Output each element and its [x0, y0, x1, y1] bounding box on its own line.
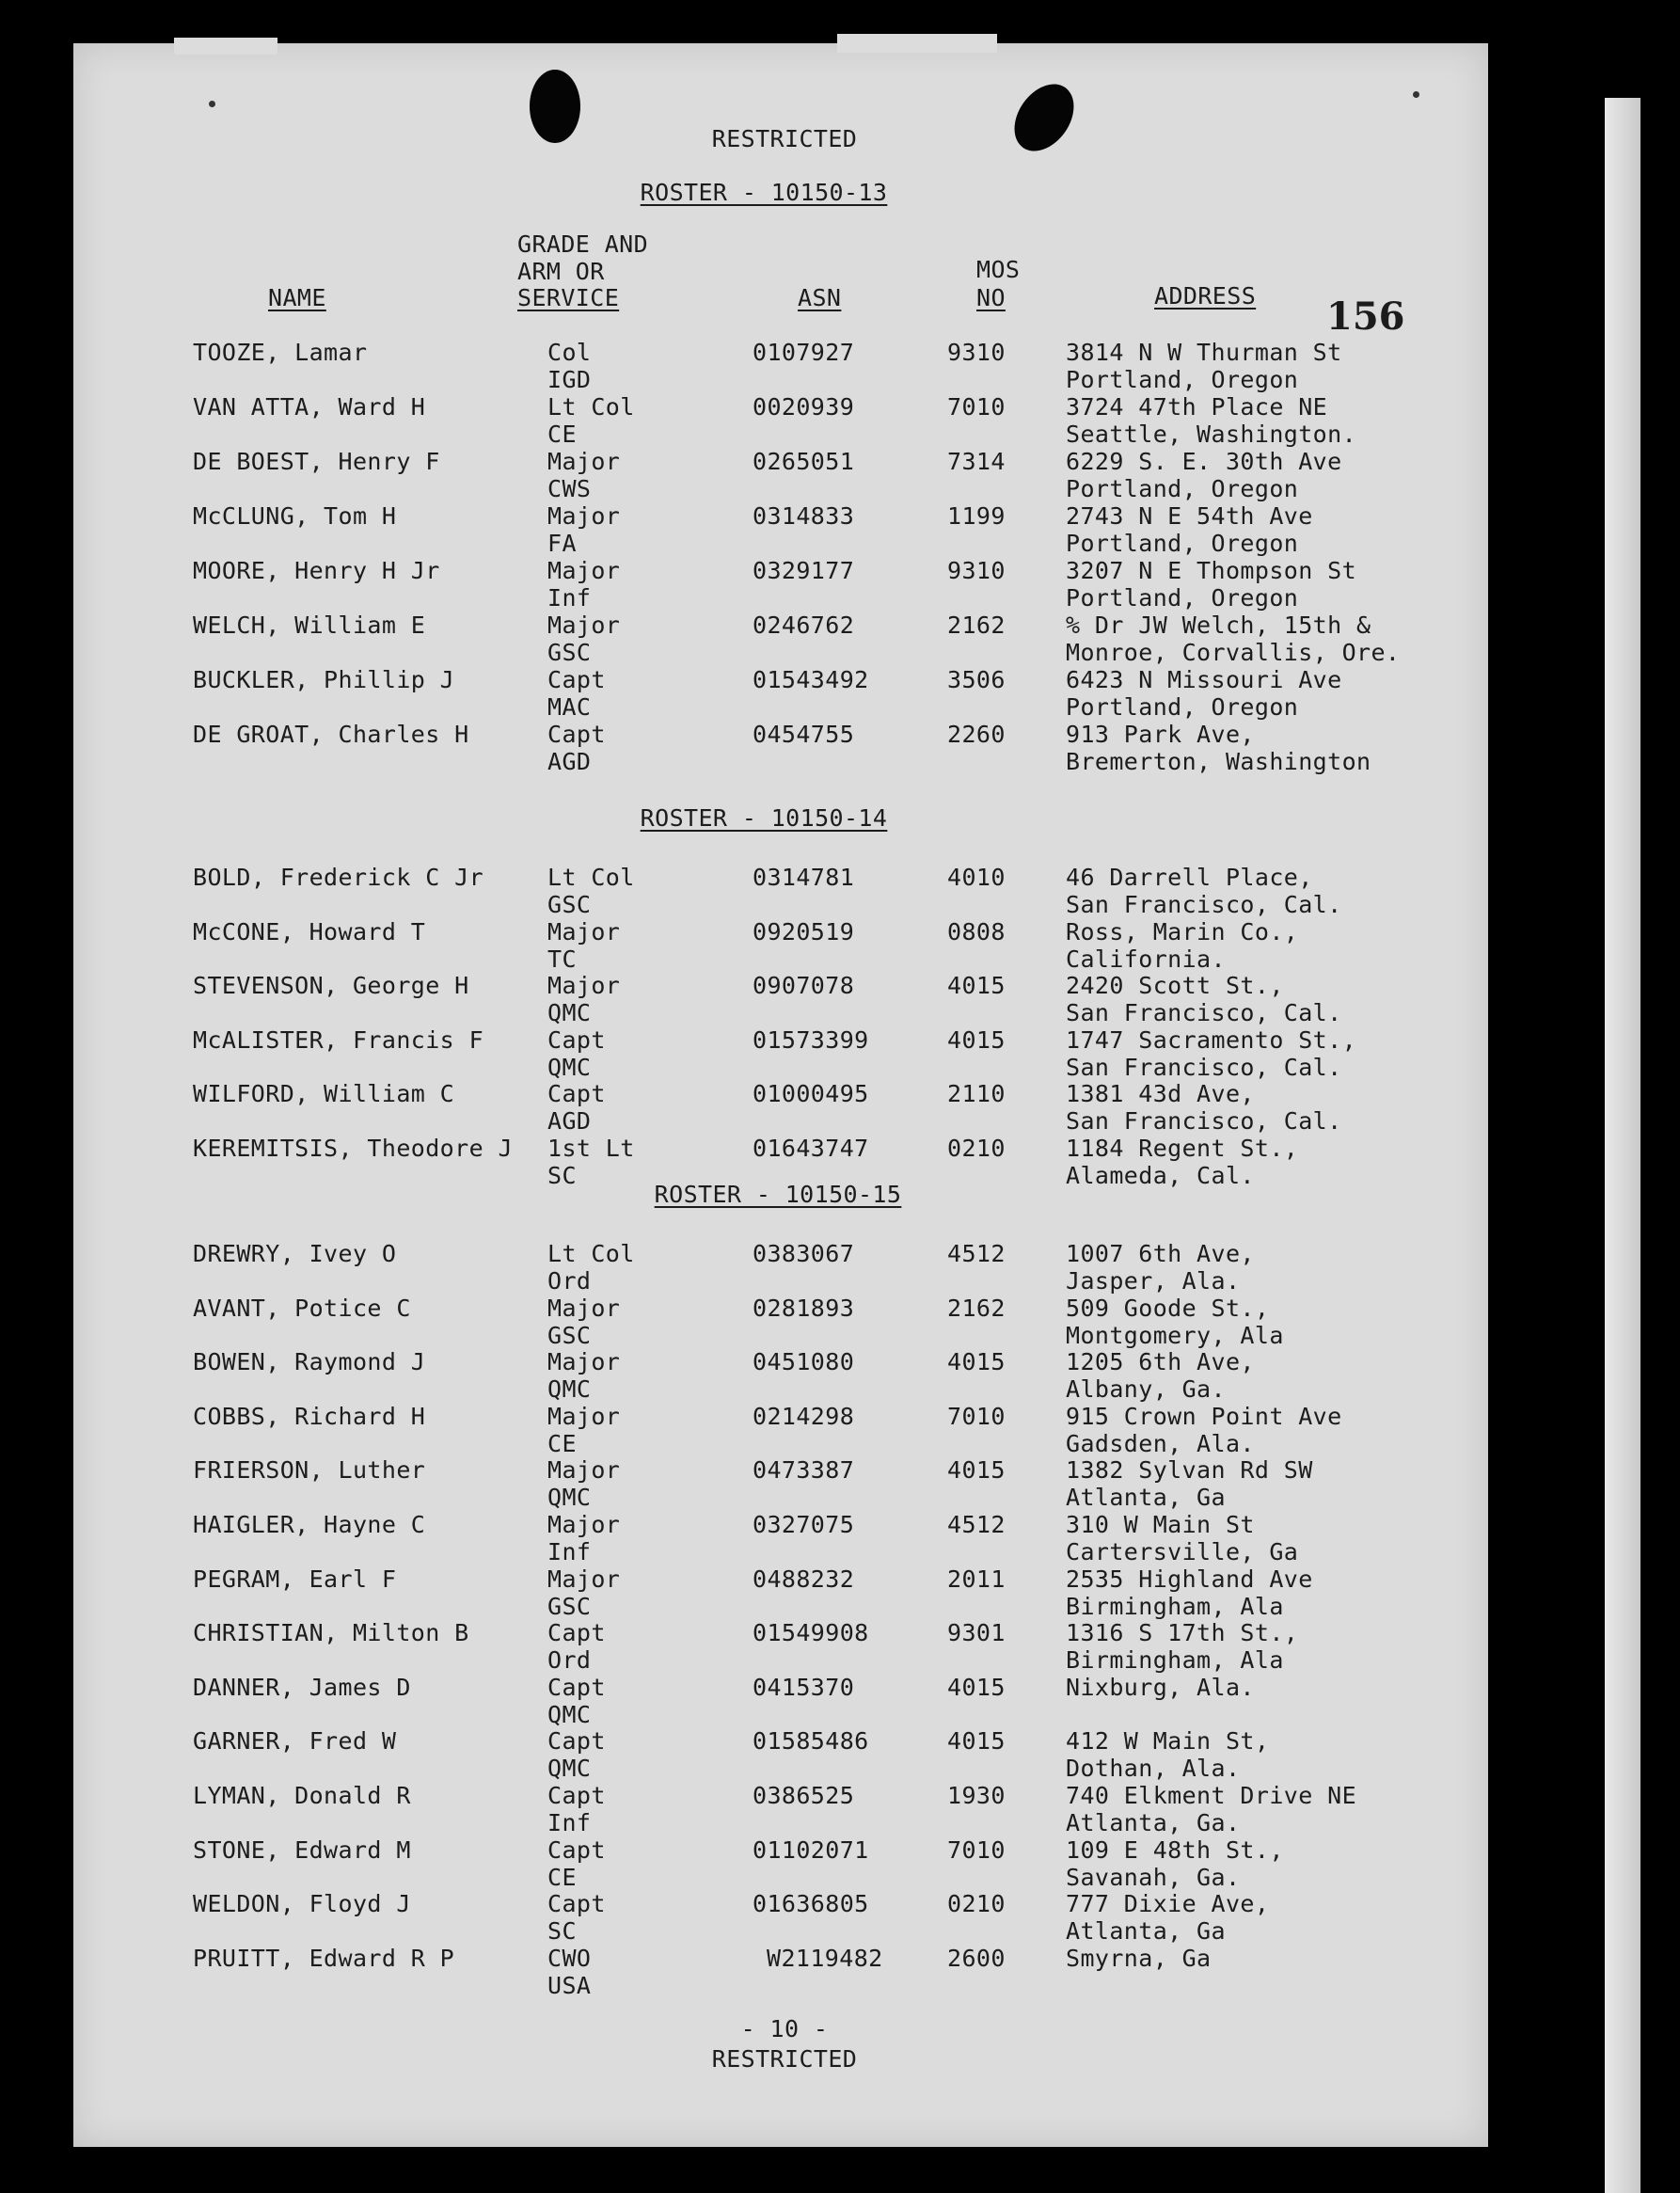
- roster-grade: Major: [547, 972, 621, 1000]
- roster-name: McCLUNG, Tom H: [193, 502, 397, 530]
- roster-asn: 01573399: [753, 1025, 869, 1054]
- roster-arm: QMC: [547, 1053, 592, 1081]
- roster-name: VAN ATTA, Ward H: [193, 393, 426, 421]
- roster-address-line1: Nixburg, Ala.: [1066, 1673, 1255, 1701]
- roster-address-line2: San Francisco, Cal.: [1066, 891, 1342, 918]
- roster-name: CHRISTIAN, Milton B: [193, 1619, 469, 1647]
- roster-address-line1: 509 Goode St.,: [1066, 1294, 1270, 1322]
- roster-arm: FA: [547, 530, 577, 557]
- roster-arm: QMC: [547, 1755, 592, 1783]
- roster-arm: CE: [547, 421, 577, 448]
- roster-grade: Capt: [547, 1025, 606, 1054]
- roster-address-line1: 6423 N Missouri Ave: [1066, 666, 1342, 693]
- roster-address-line1: 740 Elkment Drive NE: [1066, 1782, 1357, 1809]
- roster-name: BOLD, Frederick C Jr: [193, 864, 484, 891]
- roster-mos: 9301: [947, 1619, 1006, 1647]
- roster-asn: 0246762: [753, 612, 855, 639]
- binder-hole: [530, 70, 580, 143]
- roster-address-line1: 6229 S. E. 30th Ave: [1066, 448, 1342, 475]
- roster-name: HAIGLER, Hayne C: [193, 1511, 426, 1538]
- roster-address-line1: 1184 Regent St.,: [1066, 1135, 1299, 1162]
- roster-grade: Capt: [547, 1619, 606, 1647]
- roster-address-line1: 913 Park Ave,: [1066, 721, 1255, 748]
- paper-edge: [837, 34, 997, 53]
- roster-grade: Major: [547, 1294, 621, 1322]
- roster-address-line1: Ross, Marin Co.,: [1066, 917, 1299, 946]
- roster-name: STEVENSON, George H: [193, 972, 469, 1000]
- roster-arm: MAC: [547, 693, 592, 721]
- roster-asn: 0327075: [753, 1511, 855, 1538]
- roster-address-line1: 3207 N E Thompson St: [1066, 557, 1357, 584]
- roster-asn: 0473387: [753, 1456, 855, 1485]
- roster-address-line1: 3724 47th Place NE: [1066, 393, 1328, 421]
- roster-asn: 01636805: [753, 1890, 869, 1918]
- header-name: NAME: [268, 284, 326, 311]
- roster-address-line1: 310 W Main St: [1066, 1511, 1255, 1538]
- roster-mos: 2011: [947, 1565, 1006, 1593]
- roster-grade: Major: [547, 1348, 621, 1376]
- roster-mos: 4015: [947, 1673, 1006, 1701]
- roster-mos: 2110: [947, 1080, 1006, 1108]
- roster-arm: Inf: [547, 584, 592, 612]
- header-mos-line1: MOS: [976, 256, 1021, 283]
- roster-asn: 0329177: [753, 557, 855, 584]
- roster-name: PEGRAM, Earl F: [193, 1565, 397, 1593]
- roster-arm: CWS: [547, 475, 592, 502]
- roster-asn: 01102071: [753, 1835, 869, 1864]
- roster-name: McCONE, Howard T: [193, 917, 426, 946]
- roster-mos: 4015: [947, 1456, 1006, 1485]
- roster-mos: 4010: [947, 864, 1006, 891]
- roster-address-line1: 3814 N W Thurman St: [1066, 339, 1342, 366]
- roster-mos: 2162: [947, 612, 1006, 639]
- header-grade-line1: GRADE AND: [517, 230, 649, 258]
- roster-name: MOORE, Henry H Jr: [193, 557, 440, 584]
- footer-page-number: - 10 -: [740, 2015, 829, 2042]
- roster-address-line1: 2420 Scott St.,: [1066, 972, 1284, 1000]
- page-number-stamp: 156: [1326, 294, 1405, 339]
- roster-mos: 0808: [947, 917, 1006, 946]
- roster-asn: 0314833: [753, 502, 855, 530]
- roster-address-line2: Gadsden, Ala.: [1066, 1429, 1255, 1457]
- roster-asn: W2119482: [767, 1944, 883, 1972]
- footer-restricted: RESTRICTED: [711, 2045, 858, 2073]
- roster-mos: 7314: [947, 448, 1006, 475]
- roster-mos: 2162: [947, 1294, 1006, 1322]
- roster-grade: Capt: [547, 1727, 606, 1756]
- roster-section-title: ROSTER - 10150-14: [640, 804, 888, 832]
- roster-grade: Col: [547, 339, 592, 366]
- roster-arm: TC: [547, 945, 577, 973]
- roster-address-line2: San Francisco, Cal.: [1066, 1053, 1342, 1081]
- roster-name: DREWRY, Ivey O: [193, 1240, 397, 1267]
- roster-asn: 01643747: [753, 1135, 869, 1162]
- roster-address-line2: Bremerton, Washington: [1066, 748, 1371, 775]
- roster-grade: CWO: [547, 1944, 592, 1972]
- roster-address-line2: Cartersville, Ga: [1066, 1538, 1299, 1565]
- roster-arm: Inf: [547, 1809, 592, 1836]
- roster-mos: 1199: [947, 502, 1006, 530]
- roster-grade: Major: [547, 612, 621, 639]
- roster-grade: Capt: [547, 1782, 606, 1809]
- roster-name: STONE, Edward M: [193, 1835, 411, 1864]
- roster-grade: Capt: [547, 1673, 606, 1701]
- roster-arm: AGD: [547, 748, 592, 775]
- roster-asn: 0214298: [753, 1402, 855, 1430]
- roster-grade: Major: [547, 1565, 621, 1593]
- roster-asn: 0920519: [753, 917, 855, 946]
- roster-address-line2: Montgomery, Ala: [1066, 1321, 1284, 1349]
- roster-asn: 0451080: [753, 1348, 855, 1376]
- roster-asn: 0020939: [753, 393, 855, 421]
- roster-grade: Lt Col: [547, 1240, 635, 1267]
- roster-asn: 0454755: [753, 721, 855, 748]
- roster-address-line1: 412 W Main St,: [1066, 1727, 1270, 1756]
- roster-mos: 0210: [947, 1890, 1006, 1918]
- roster-address-line2: Albany, Ga.: [1066, 1375, 1226, 1404]
- roster-address-line2: Atlanta, Ga.: [1066, 1809, 1241, 1836]
- roster-name: GARNER, Fred W: [193, 1727, 397, 1756]
- roster-mos: 7010: [947, 1402, 1006, 1430]
- roster-mos: 7010: [947, 393, 1006, 421]
- roster-mos: 2260: [947, 721, 1006, 748]
- roster-name: McALISTER, Francis F: [193, 1025, 484, 1054]
- roster-asn: 0265051: [753, 448, 855, 475]
- roster-grade: Capt: [547, 721, 606, 748]
- roster-address-line1: 915 Crown Point Ave: [1066, 1402, 1342, 1430]
- roster-arm: CE: [547, 1429, 577, 1457]
- roster-arm: Ord: [547, 1267, 592, 1295]
- roster-asn: 0386525: [753, 1782, 855, 1809]
- roster-grade: Major: [547, 502, 621, 530]
- roster-address-line1: 2743 N E 54th Ave: [1066, 502, 1313, 530]
- roster-address-line2: Portland, Oregon: [1066, 584, 1299, 612]
- roster-asn: 0488232: [753, 1565, 855, 1593]
- roster-arm: GSC: [547, 891, 592, 918]
- roster-arm: SC: [547, 1162, 577, 1189]
- header-mos-line2: NO: [976, 284, 1006, 311]
- roster-grade: Capt: [547, 1080, 606, 1108]
- roster-name: DE BOEST, Henry F: [193, 448, 440, 475]
- roster-address-line2: Atlanta, Ga: [1066, 1917, 1226, 1946]
- roster-address-line2: California.: [1066, 945, 1226, 973]
- roster-arm: Inf: [547, 1538, 592, 1565]
- roster-grade: Major: [547, 1402, 621, 1430]
- speck: [1413, 91, 1419, 98]
- speck: [209, 101, 215, 107]
- roster-address-line2: Seattle, Washington.: [1066, 421, 1357, 448]
- roster-name: LYMAN, Donald R: [193, 1782, 411, 1809]
- roster-grade: 1st Lt: [547, 1135, 635, 1162]
- roster-address-line1: 46 Darrell Place,: [1066, 864, 1313, 891]
- roster-address-line1: 1382 Sylvan Rd SW: [1066, 1456, 1313, 1485]
- roster-address-line2: Portland, Oregon: [1066, 693, 1299, 721]
- paper-edge: [174, 38, 277, 55]
- roster-asn: 01000495: [753, 1080, 869, 1108]
- roster-mos: 1930: [947, 1782, 1006, 1809]
- roster-grade: Capt: [547, 1890, 606, 1918]
- roster-name: WELDON, Floyd J: [193, 1890, 411, 1918]
- roster-arm: QMC: [547, 1484, 592, 1512]
- roster-address-line1: % Dr JW Welch, 15th &: [1066, 612, 1371, 639]
- roster-mos: 4015: [947, 972, 1006, 1000]
- roster-name: KEREMITSIS, Theodore J: [193, 1135, 513, 1162]
- roster-mos: 4015: [947, 1727, 1006, 1756]
- roster-asn: 01549908: [753, 1619, 869, 1647]
- header-grade-line2: ARM OR: [517, 258, 605, 285]
- roster-name: DANNER, James D: [193, 1673, 411, 1701]
- header-grade-line3: SERVICE: [517, 284, 620, 311]
- roster-name: WILFORD, William C: [193, 1080, 455, 1108]
- roster-address-line2: Alameda, Cal.: [1066, 1162, 1255, 1189]
- roster-mos: 0210: [947, 1135, 1006, 1162]
- header-restricted: RESTRICTED: [711, 125, 858, 152]
- roster-address-line2: Birmingham, Ala: [1066, 1646, 1284, 1675]
- roster-arm: Ord: [547, 1646, 592, 1675]
- roster-address-line1: 1747 Sacramento St.,: [1066, 1025, 1357, 1054]
- header-address: ADDRESS: [1154, 282, 1257, 310]
- roster-name: WELCH, William E: [193, 612, 426, 639]
- roster-address-line2: San Francisco, Cal.: [1066, 999, 1342, 1027]
- roster-grade: Major: [547, 1456, 621, 1485]
- roster-mos: 4015: [947, 1025, 1006, 1054]
- roster-address-line2: Birmingham, Ala: [1066, 1592, 1284, 1620]
- roster-address-line1: Smyrna, Ga: [1066, 1944, 1212, 1972]
- roster-name: FRIERSON, Luther: [193, 1456, 426, 1485]
- roster-asn: 0415370: [753, 1673, 855, 1701]
- roster-name: PRUITT, Edward R P: [193, 1944, 455, 1972]
- roster-arm: QMC: [547, 1700, 592, 1728]
- roster-address-line1: 2535 Highland Ave: [1066, 1565, 1313, 1593]
- roster-grade: Major: [547, 1511, 621, 1538]
- roster-mos: 9310: [947, 557, 1006, 584]
- roster-section-title: ROSTER - 10150-13: [640, 179, 888, 206]
- roster-name: DE GROAT, Charles H: [193, 721, 469, 748]
- roster-name: BUCKLER, Phillip J: [193, 666, 455, 693]
- roster-asn: 0281893: [753, 1294, 855, 1322]
- roster-address-line1: 1007 6th Ave,: [1066, 1240, 1255, 1267]
- roster-address-line1: 1381 43d Ave,: [1066, 1080, 1255, 1108]
- roster-address-line1: 109 E 48th St.,: [1066, 1835, 1284, 1864]
- roster-mos: 3506: [947, 666, 1006, 693]
- roster-arm: CE: [547, 1863, 577, 1891]
- roster-mos: 4512: [947, 1511, 1006, 1538]
- roster-arm: IGD: [547, 366, 592, 393]
- roster-address-line2: San Francisco, Cal.: [1066, 1107, 1342, 1136]
- roster-address-line2: Dothan, Ala.: [1066, 1755, 1241, 1783]
- roster-name: BOWEN, Raymond J: [193, 1348, 426, 1376]
- roster-grade: Lt Col: [547, 864, 635, 891]
- roster-address-line2: Savanah, Ga.: [1066, 1863, 1241, 1891]
- roster-address-line1: 1316 S 17th St.,: [1066, 1619, 1299, 1647]
- roster-address-line2: Monroe, Corvallis, Ore.: [1066, 639, 1401, 666]
- roster-asn: 01543492: [753, 666, 869, 693]
- adjacent-page-edge: [1605, 98, 1640, 2193]
- roster-address-line2: Portland, Oregon: [1066, 366, 1299, 393]
- roster-arm: AGD: [547, 1107, 592, 1136]
- roster-mos: 9310: [947, 339, 1006, 366]
- roster-grade: Lt Col: [547, 393, 635, 421]
- roster-asn: 0907078: [753, 972, 855, 1000]
- roster-arm: QMC: [547, 1375, 592, 1404]
- roster-arm: USA: [547, 1971, 592, 1999]
- roster-grade: Major: [547, 917, 621, 946]
- roster-asn: 0314781: [753, 864, 855, 891]
- roster-asn: 0383067: [753, 1240, 855, 1267]
- roster-address-line2: Atlanta, Ga: [1066, 1484, 1226, 1512]
- roster-grade: Major: [547, 557, 621, 584]
- roster-section-title: ROSTER - 10150-15: [654, 1181, 902, 1208]
- roster-asn: 0107927: [753, 339, 855, 366]
- roster-arm: QMC: [547, 999, 592, 1027]
- roster-name: TOOZE, Lamar: [193, 339, 368, 366]
- roster-grade: Capt: [547, 1835, 606, 1864]
- roster-address-line1: 1205 6th Ave,: [1066, 1348, 1255, 1376]
- roster-address-line1: 777 Dixie Ave,: [1066, 1890, 1270, 1918]
- roster-address-line2: Portland, Oregon: [1066, 530, 1299, 557]
- roster-name: AVANT, Potice C: [193, 1294, 411, 1322]
- roster-arm: GSC: [547, 639, 592, 666]
- roster-mos: 4015: [947, 1348, 1006, 1376]
- roster-arm: GSC: [547, 1321, 592, 1349]
- header-asn: ASN: [798, 284, 842, 311]
- roster-arm: SC: [547, 1917, 577, 1946]
- roster-address-line2: Portland, Oregon: [1066, 475, 1299, 502]
- roster-name: COBBS, Richard H: [193, 1402, 426, 1430]
- roster-mos: 7010: [947, 1835, 1006, 1864]
- roster-address-line2: Jasper, Ala.: [1066, 1267, 1241, 1295]
- roster-arm: GSC: [547, 1592, 592, 1620]
- roster-grade: Capt: [547, 666, 606, 693]
- roster-asn: 01585486: [753, 1727, 869, 1756]
- roster-mos: 2600: [947, 1944, 1006, 1972]
- roster-mos: 4512: [947, 1240, 1006, 1267]
- roster-grade: Major: [547, 448, 621, 475]
